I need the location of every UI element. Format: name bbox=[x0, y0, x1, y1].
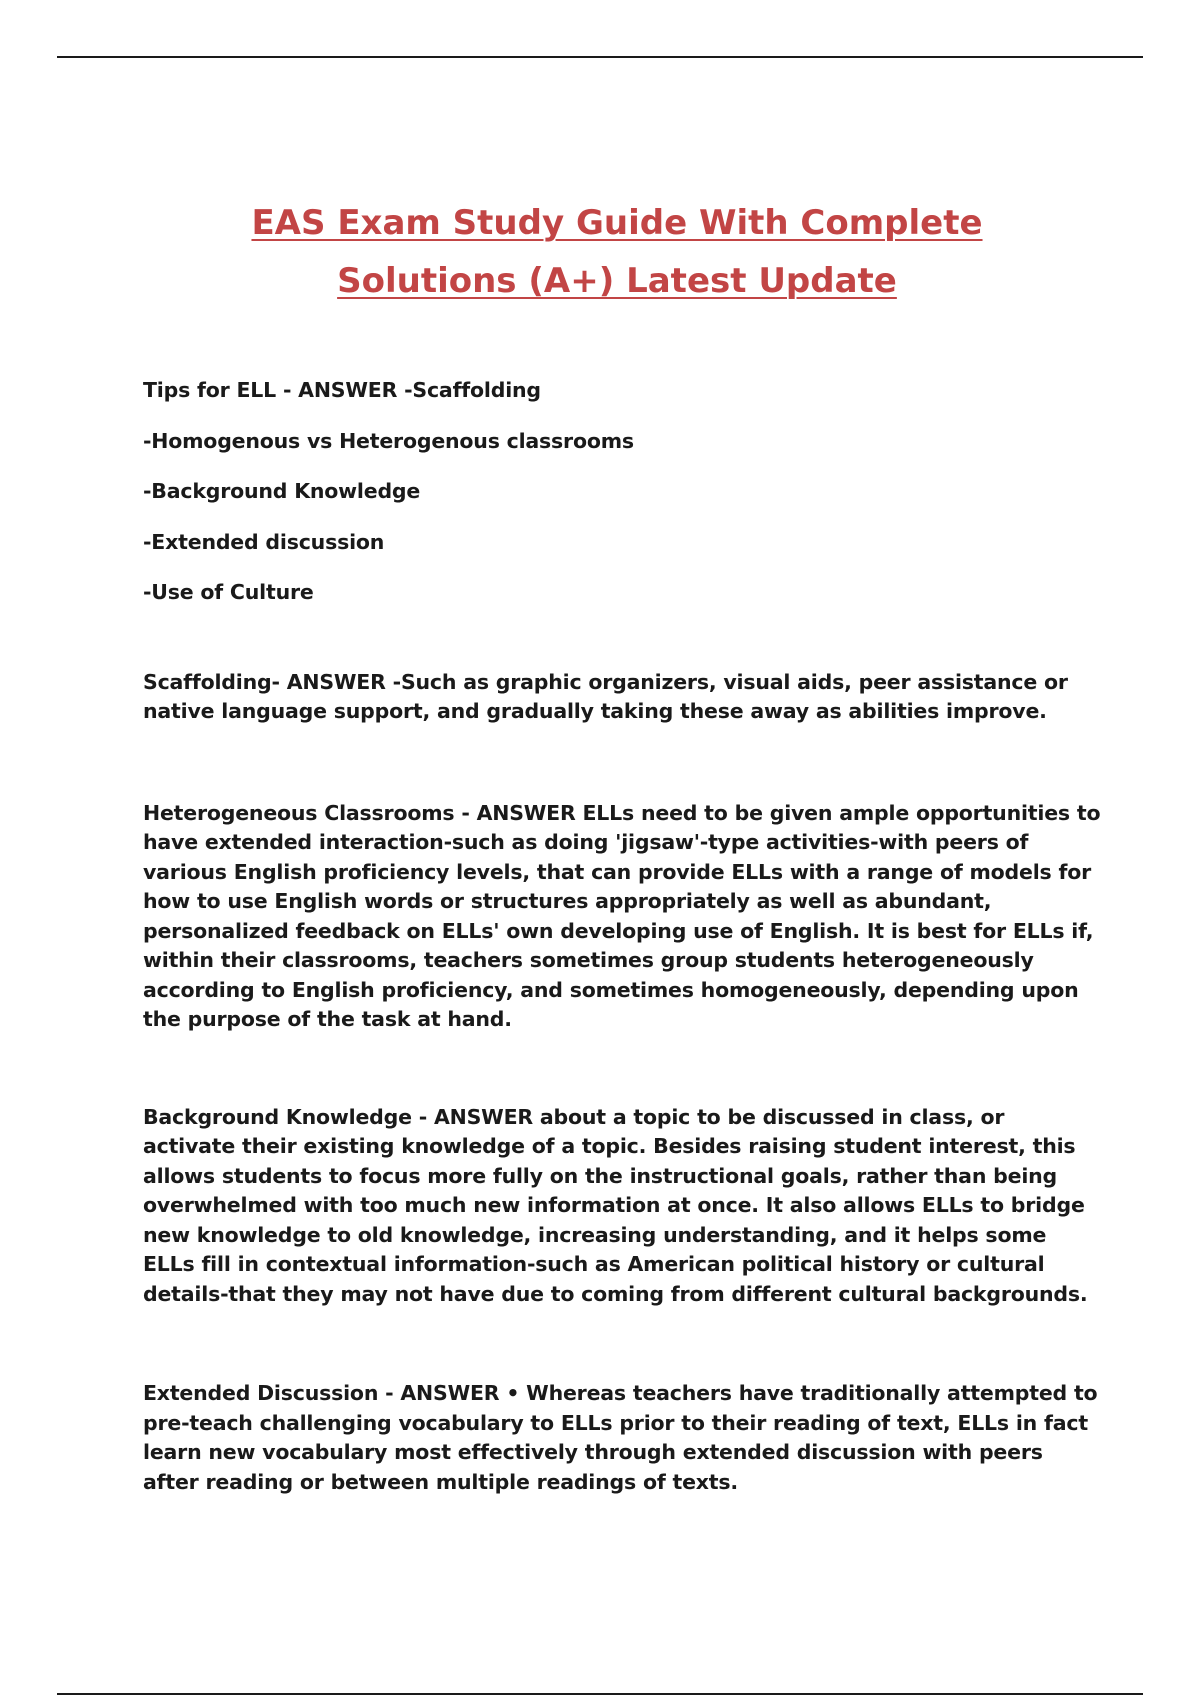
document-body bbox=[143, 376, 1103, 1497]
title-line-1: EAS Exam Study Guide With Complete bbox=[251, 203, 983, 243]
entry-heterogeneous-classrooms: Heterogeneous Classrooms - ANSWER ELLs need to be given ample opportunities to have extended interaction-such as doing 'jigsaw'-type activities-with peers of various English proficiency levels, that can provide ELLs with a range of models for how to use English words or structures appropriately as well as abundant, personalized feedback on ELLs' own developing use of English. It is best for ELLs if, within their classrooms, teachers sometimes group students heterogeneously according to English proficiency, and sometimes homogeneously, depending upon the purpose of the task at hand. bbox=[143, 800, 1101, 1031]
tips-heading: Tips for ELL - ANSWER -Scaffolding bbox=[143, 378, 541, 402]
tips-item-extended: -Extended discussion bbox=[143, 529, 385, 554]
tips-item-culture: -Use of Culture bbox=[143, 580, 314, 604]
tips-item-background: -Background Knowledge bbox=[143, 479, 421, 503]
entry-extended-discussion: Extended Discussion - ANSWER • Whereas teachers have traditionally attempted to pre-teach challenging vocabulary to ELLs prior to their reading of text, ELLs in fact learn new vocabulary most effectively through extended discussion with peers after reading or between multiple readings of texts. bbox=[143, 1381, 1098, 1494]
top-rule bbox=[57, 56, 1143, 58]
bottom-rule bbox=[57, 1693, 1143, 1695]
entry-scaffolding: Scaffolding- ANSWER -Such as graphic organizers, visual aids, peer assistance or native language support, and gradually taking these away as abilities improve. bbox=[143, 669, 1068, 723]
title-line-2: Solutions (A+) Latest Update bbox=[337, 261, 897, 301]
entry-background-knowledge: Background Knowledge - ANSWER about a topic to be discussed in class, or activate their existing knowledge of a topic. Besides raising student interest, this allows students to focus more fully on the instructional goals, rather than being overwhelmed with too much new information at once. It also allows ELLs to bridge new knowledge to old knowledge, increasing understanding, and it helps some ELLs fill in contextual information-such as American political history or cultural details-that they may not have due to coming from different cultural backgrounds. bbox=[143, 1104, 1088, 1306]
tips-item-homogenous: -Homogenous vs Heterogenous classrooms bbox=[143, 428, 634, 453]
page-title bbox=[0, 194, 1200, 310]
